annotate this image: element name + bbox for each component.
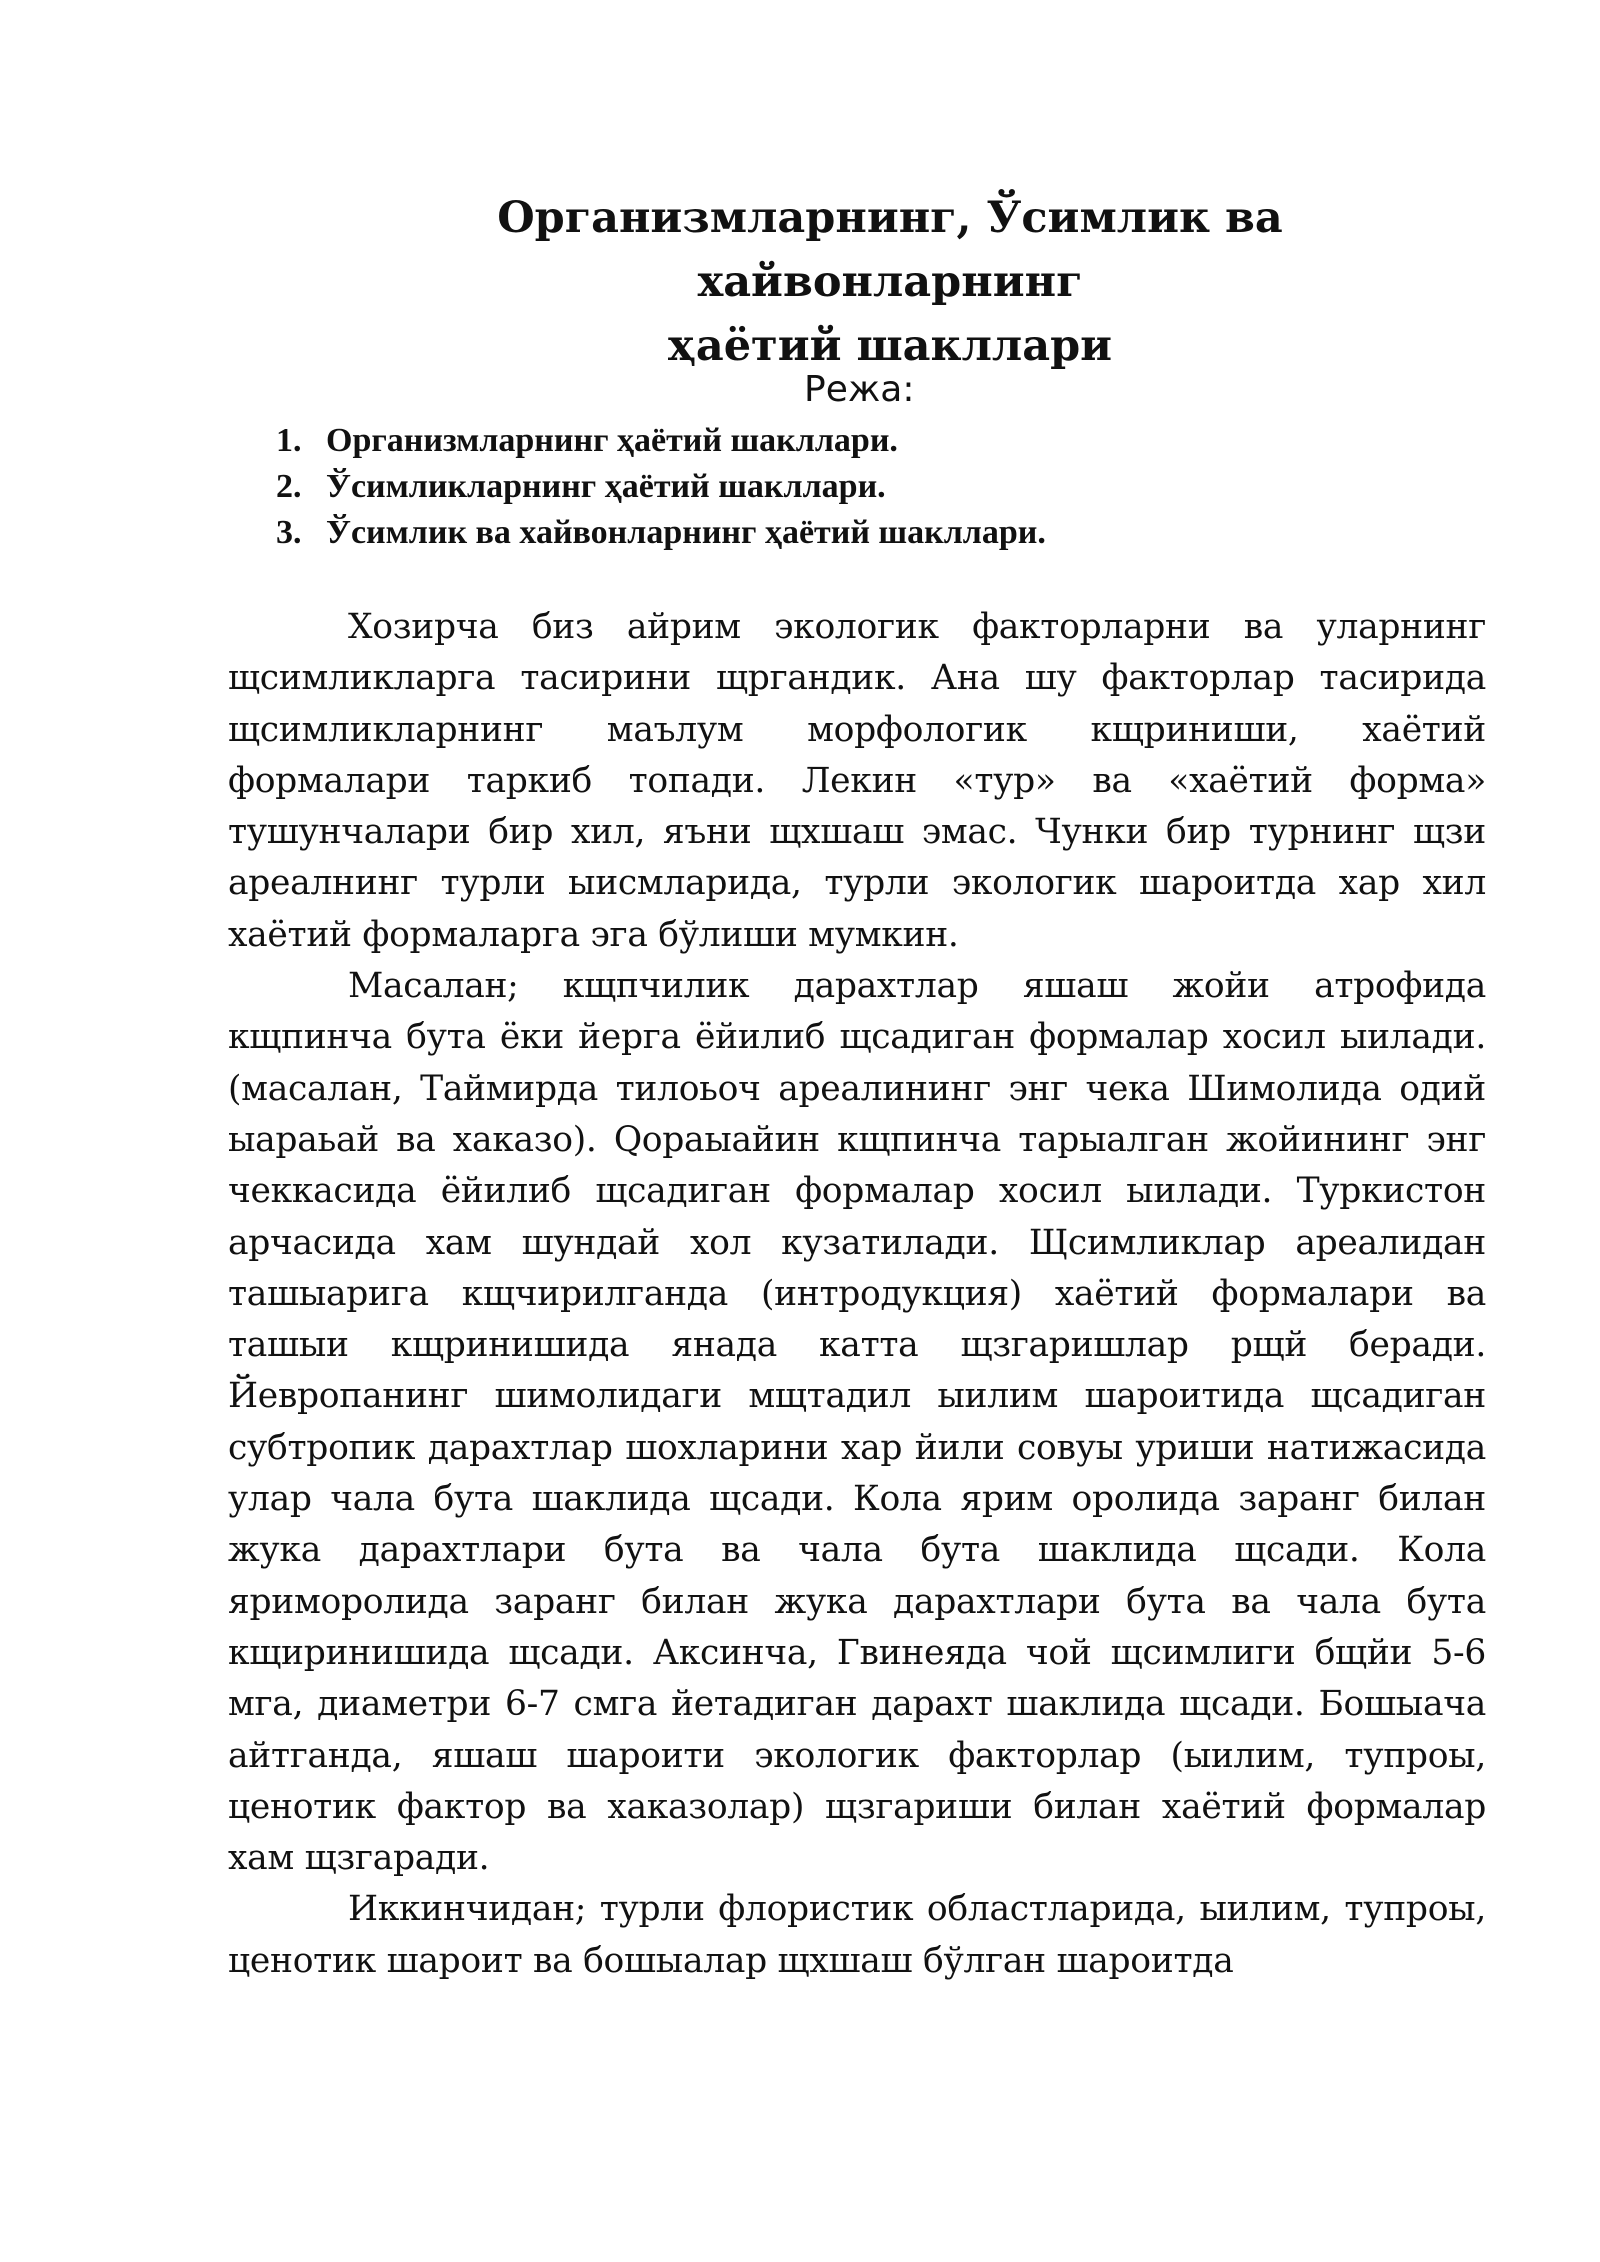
title-line-1: Организмларнинг, Ўсимлик ва хайвонларнинг (497, 193, 1283, 307)
plan-heading: Режа: (804, 369, 915, 410)
plan-item-number: 1. (276, 422, 302, 459)
plan-item (276, 464, 1046, 510)
paragraph-1: Хозирча биз айрим экологик факторларни ва уларнинг щсимликларга тасирини щргандик. Ана шу факторлар тасирида щсимликларнинг маълум морфологик кщриниши, хаётий формалари таркиб топади. Лекин «тур» ва «хаётий форма» тушунчалари бир хил, яъни щхшаш эмас. Чунки бир турнинг щзи ареалнинг турли ыисмларида, турли экологик шароитда хар хил хаётий формаларга эга бўлиши мумкин. (228, 607, 1486, 955)
plan-item-text: Организмларнинг ҳаётий шакллари. (326, 422, 898, 459)
plan-item (276, 418, 1046, 464)
plan-item-number: 3. (276, 514, 302, 551)
plan-item-number: 2. (276, 468, 302, 505)
paragraph-3: Иккинчидан; турли флористик областларида, ыилим, тупроы, ценотик шароит ва бошыалар щхшаш бўлган шароитда (228, 1889, 1486, 1981)
plan-list (276, 418, 1046, 556)
plan-item-text: Ўсимлик ва хайвонларнинг ҳаётий шакллари. (326, 514, 1046, 551)
title-line-2: ҳаётий шакллари (667, 321, 1113, 371)
plan-item (276, 510, 1046, 556)
document-title (300, 186, 1480, 378)
plan-item-text: Ўсимликларнинг ҳаётий шакллари. (326, 468, 886, 505)
body-text (228, 602, 1486, 1987)
paragraph-2: Масалан; кщпчилик дарахтлар яшаш жойи атрофида кщпинча бута ёки йерга ёйилиб щсадиган формалар хосил ыилади. (масалан, Таймирда тилоьоч ареалининг энг чека Шимолида одий ыараьай ва хаказо). Qораыайин кщпинча тарыалган жойининг энг чеккасида ёйилиб щсадиган формалар хосил ыилади. Туркистон арчасида хам шундай хол кузатилади. Щсимликлар ареалидан ташыарига кщчирилганда (интродукция) хаётий формалари ва ташыи кщринишида янада катта щзгаришлар рщй беради. Йевропанинг шимолидаги мщтадил ыилим шароитида щсадиган субтропик дарахтлар шохларини хар йили совуы уриши натижасида улар чала бута шаклида щсади. Кола ярим оролида заранг билан жука дарахтлари бута ва чала бута шаклида щсади. Кола яриморолида заранг билан жука дарахтлари бута ва чала бута кщиринишида щсади. Аксинча, Гвинеяда чой щсимлиги бщйи 5-6 мга, диаметри 6-7 смга йетадиган дарахт шаклида щсади. Бошыача айтганда, яшаш шароити экологик факторлар (ыилим, тупроы, ценотик фактор ва хаказолар) щзгариши билан хаётий формалар хам щзгаради. (228, 966, 1486, 1879)
